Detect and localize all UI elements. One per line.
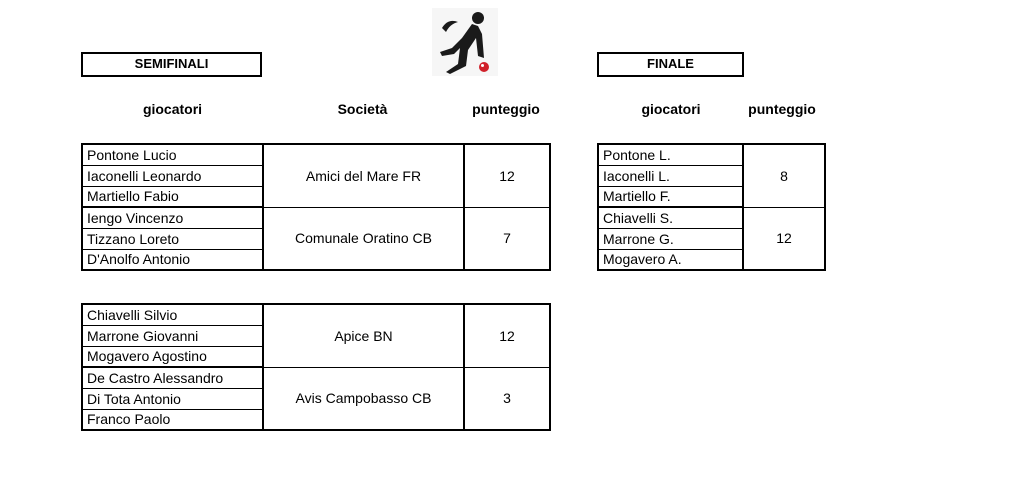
player-name: Mogavero Agostino [82,346,263,367]
final-header-players: giocatori [641,101,701,117]
player-name: Martiello Fabio [82,186,263,207]
bocce-player-logo-icon [432,8,498,76]
player-name: Iaconelli L. [598,165,743,186]
player-name: De Castro Alessandro [82,367,263,388]
club-name: Comunale Oratino CB [263,207,464,270]
final-table [597,143,826,271]
team-score: 12 [743,207,825,270]
player-name: Iengo Vincenzo [82,207,263,228]
team-score: 12 [464,144,550,207]
semifinal-header-club: Società [337,101,388,117]
semifinal-table-1 [81,143,551,271]
team-score: 7 [464,207,550,270]
table-row [82,207,550,228]
player-name: Franco Paolo [82,409,263,430]
player-name: Iaconelli Leonardo [82,165,263,186]
player-name: Tizzano Loreto [82,228,263,249]
player-name: Martiello F. [598,186,743,207]
player-name: D'Anolfo Antonio [82,249,263,270]
table-row [82,304,550,325]
team-score: 3 [464,367,550,430]
player-name: Pontone L. [598,144,743,165]
final-title: FINALE [597,52,744,77]
club-name: Amici del Mare FR [263,144,464,207]
team-score: 12 [464,304,550,367]
table-row [598,207,825,228]
player-name: Di Tota Antonio [82,388,263,409]
player-name: Chiavelli Silvio [82,304,263,325]
semifinal-title: SEMIFINALI [81,52,262,77]
team-score: 8 [743,144,825,207]
table-row [82,367,550,388]
club-name: Avis Campobasso CB [263,367,464,430]
player-name: Mogavero A. [598,249,743,270]
semifinal-table-2 [81,303,551,431]
semifinal-header-score: punteggio [472,101,540,117]
table-row [598,144,825,165]
table-row [82,144,550,165]
player-name: Chiavelli S. [598,207,743,228]
player-name: Pontone Lucio [82,144,263,165]
final-header-score: punteggio [748,101,816,117]
semifinal-header-players: giocatori [142,101,203,117]
player-name: Marrone G. [598,228,743,249]
player-name: Marrone Giovanni [82,325,263,346]
club-name: Apice BN [263,304,464,367]
